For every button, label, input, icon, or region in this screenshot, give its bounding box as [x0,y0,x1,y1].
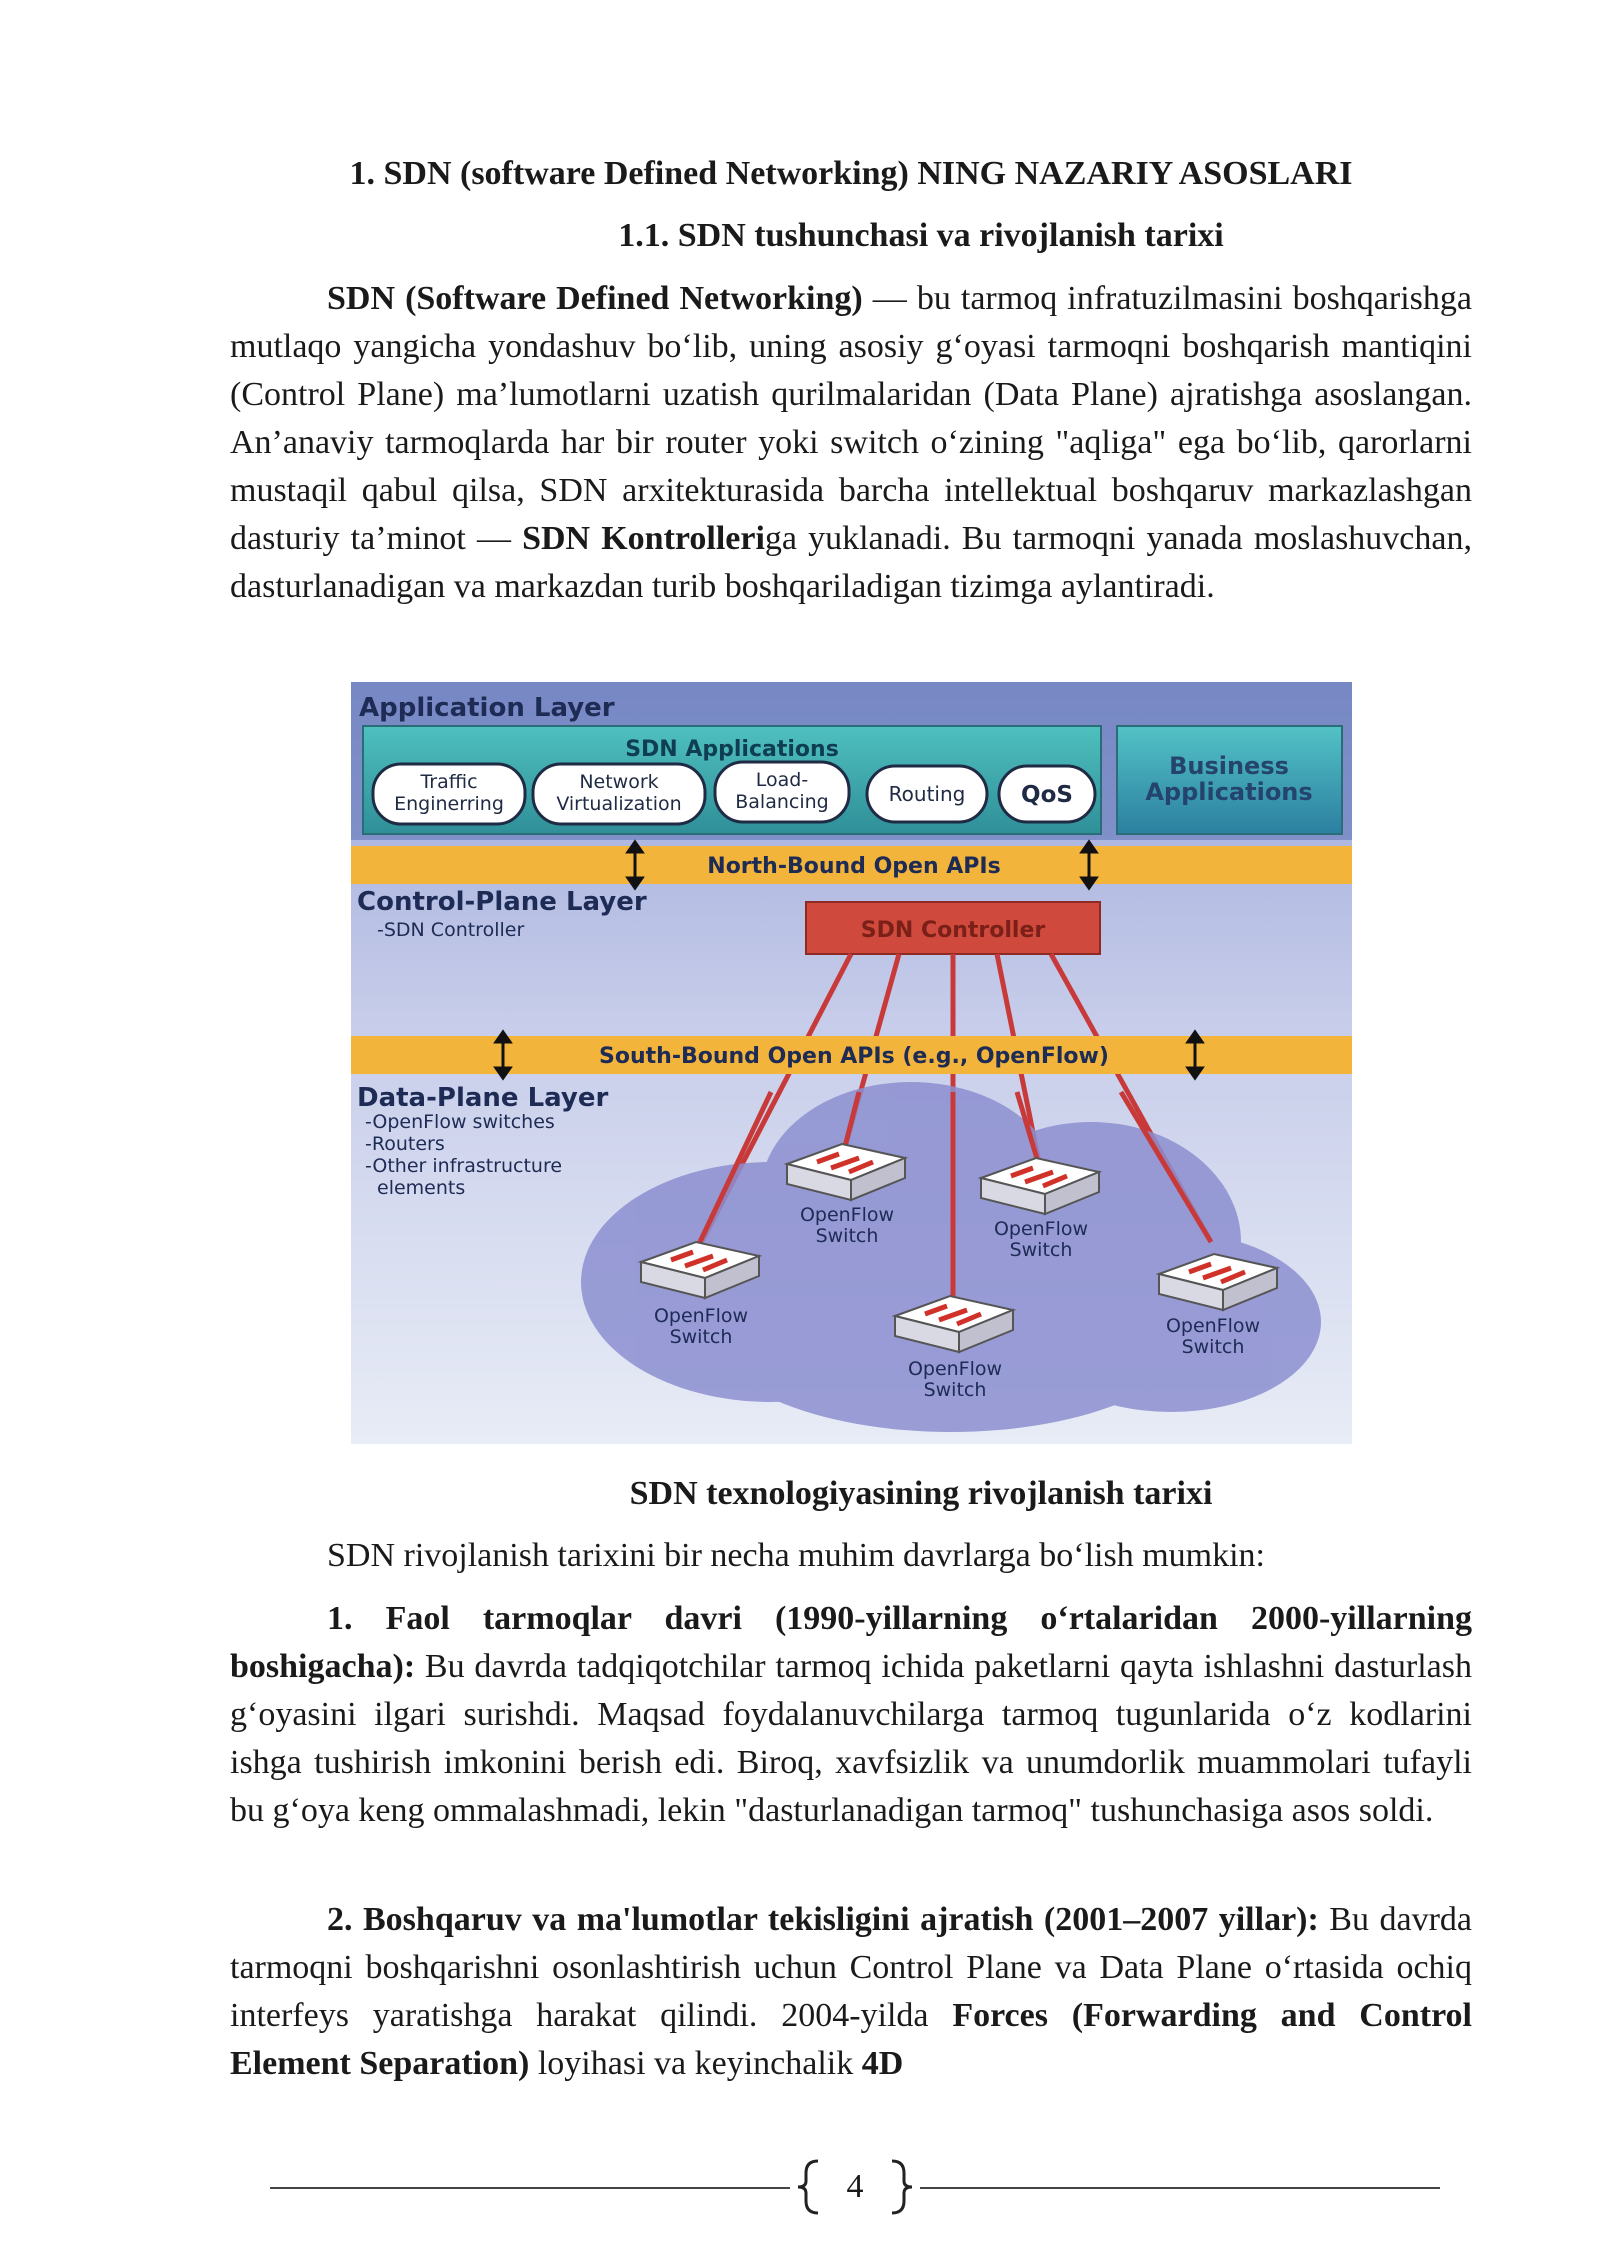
app-traffic-engineering [373,764,525,824]
data-plane-layer-title: Data-Plane Layer [357,1083,609,1113]
switch-label-line2: Switch [815,1225,879,1247]
app-label: Routing [888,782,966,806]
switch-label-line2: Switch [669,1326,733,1348]
paragraph-4-bold-forces: Forces (Forwarding and Control Element Separation) [230,1997,1472,2082]
data-plane-item-2: -Routers [365,1133,445,1155]
sdn-applications-title: SDN Applications [625,737,839,762]
paragraph-1-bold-term: SDN (Software Defined Networking) [327,280,863,317]
switch-label-line2: Switch [923,1379,987,1401]
paragraph-4-text [230,1896,1472,2088]
switch-label-line1: OpenFlow [799,1204,895,1226]
app-label-line2: Enginerring [394,793,504,815]
app-label: QoS [1021,782,1073,808]
switch-label-line1: OpenFlow [907,1358,1003,1380]
app-label-line1: Network [579,771,659,793]
paragraph-3-text [230,1595,1472,1835]
sdn-architecture-figure [351,682,1352,1444]
paragraph-4-text-a: Bu davrda tarmoqni boshqarishni osonlashtirish uchun Control Plane va Data Plane o‘rtasida ochiq interfeys yaratishga harakat qilindi. 2004-yilda [230,1901,1472,2034]
sdn-architecture-diagram [351,682,1352,1444]
business-applications-line2: Applications [1145,778,1313,806]
app-load-balancing [715,762,849,822]
data-plane-item-3: -Other infrastructure [365,1155,563,1177]
paragraph-4-bold-title: 2. Boshqaruv va ma'lumotlar tekisligini ajratish (2001–2007 yillar): [327,1901,1319,1938]
paragraph-2 [230,1532,1472,1580]
paragraph-3-bold-title: 1. Faol tarmoqlar davri (1990-yillarning o‘rtalaridan 2000-yillarning boshigacha): [230,1600,1472,1685]
footer-rule-right [920,2187,1440,2189]
paragraph-3-body: Bu davrda tadqiqotchilar tarmoq ichida paketlarni qayta ishlashni dasturlash g‘oyasini ilgari surishdi. Maqsad foydalanuvchilarga tarmoq tugunlarida o‘z kodlarini ishga tushirish imkonini berish edi. Biroq, xavfsizlik va unumdorlik muammolari tufayli bu g‘oya keng ommalashmadi, lekin "dasturlanadigan tarmoq" tushunchasiga asos soldi. [230,1648,1472,1829]
section-heading: 1.1. SDN tushunchasi va rivojlanish tarixi [618,217,1224,254]
southbound-label: South-Bound Open APIs (e.g., OpenFlow) [599,1044,1109,1069]
switch-label-line2: Switch [1181,1336,1245,1358]
paragraph-1-text-b: ga yuklanadi. Bu tarmoqni yanada moslashuvchan, dasturlanadigan va markazdan turib boshqariladigan tizimga aylantiradi. [230,520,1472,605]
application-layer-title: Application Layer [359,693,615,723]
app-qos [999,766,1095,822]
control-plane-layer-title: Control-Plane Layer [357,887,647,917]
paragraph-1-bold-controller: SDN Kontrolleri [522,520,765,557]
app-label-line2: Balancing [735,791,829,813]
footer-rule-left [270,2187,790,2189]
control-plane-layer-subtitle: -SDN Controller [377,919,525,941]
paragraph-1 [230,275,1472,611]
page-number: 4 [846,2168,864,2205]
switch-label-line1: OpenFlow [1165,1315,1261,1337]
northbound-label: North-Bound Open APIs [707,854,1001,879]
data-plane-item-1: -OpenFlow switches [365,1111,555,1133]
paragraph-3 [230,1595,1472,1835]
paragraph-4 [230,1896,1472,2088]
paragraph-1-text [230,275,1472,611]
switch-label-line2: Switch [1009,1239,1073,1261]
data-plane-item-4: elements [377,1177,466,1199]
chapter-heading: 1. SDN (software Defined Networking) NING NAZARIY ASOSLARI [349,155,1353,192]
page-footer [270,2155,1440,2219]
paragraph-1-text-a: — bu tarmoq infratuzilmasini boshqarishga mutlaqo yangicha yondashuv bo‘lib, uning asosiy g‘oyasi tarmoqni boshqarish mantiqini (Control Plane) ma’lumotlarni uzatish qurilmalaridan (Data Plane) ajratishga asoslangan. An’anaviy tarmoqlarda har bir router yoki switch o‘zining "aqliga" ega bo‘lib, qarorlarni mustaqil qabul qilsa, SDN arxitekturasida barcha intellektual boshqaruv markazlashgan dasturiy ta’minot — [230,280,1472,557]
app-label-line1: Traffic [420,771,478,793]
app-routing [867,766,987,822]
paragraph-4-bold-4d: 4D [861,2045,904,2082]
app-network-virtualization [533,764,705,824]
app-label-line2: Virtualization [556,793,682,815]
switch-label-line1: OpenFlow [993,1218,1089,1240]
paragraph-4-text-c: loyihasi va keyinchalik [529,2045,862,2082]
figure-caption-heading: SDN texnologiyasining rivojlanish tarixi [629,1475,1213,1512]
paragraph-2-text: SDN rivojlanish tarixini bir necha muhim davrlarga bo‘lish mumkin: [327,1537,1266,1574]
sdn-controller-label: SDN Controller [860,918,1046,943]
app-label-line1: Load- [755,769,809,791]
switch-label-line1: OpenFlow [653,1305,749,1327]
business-applications-line1: Business [1169,752,1289,780]
